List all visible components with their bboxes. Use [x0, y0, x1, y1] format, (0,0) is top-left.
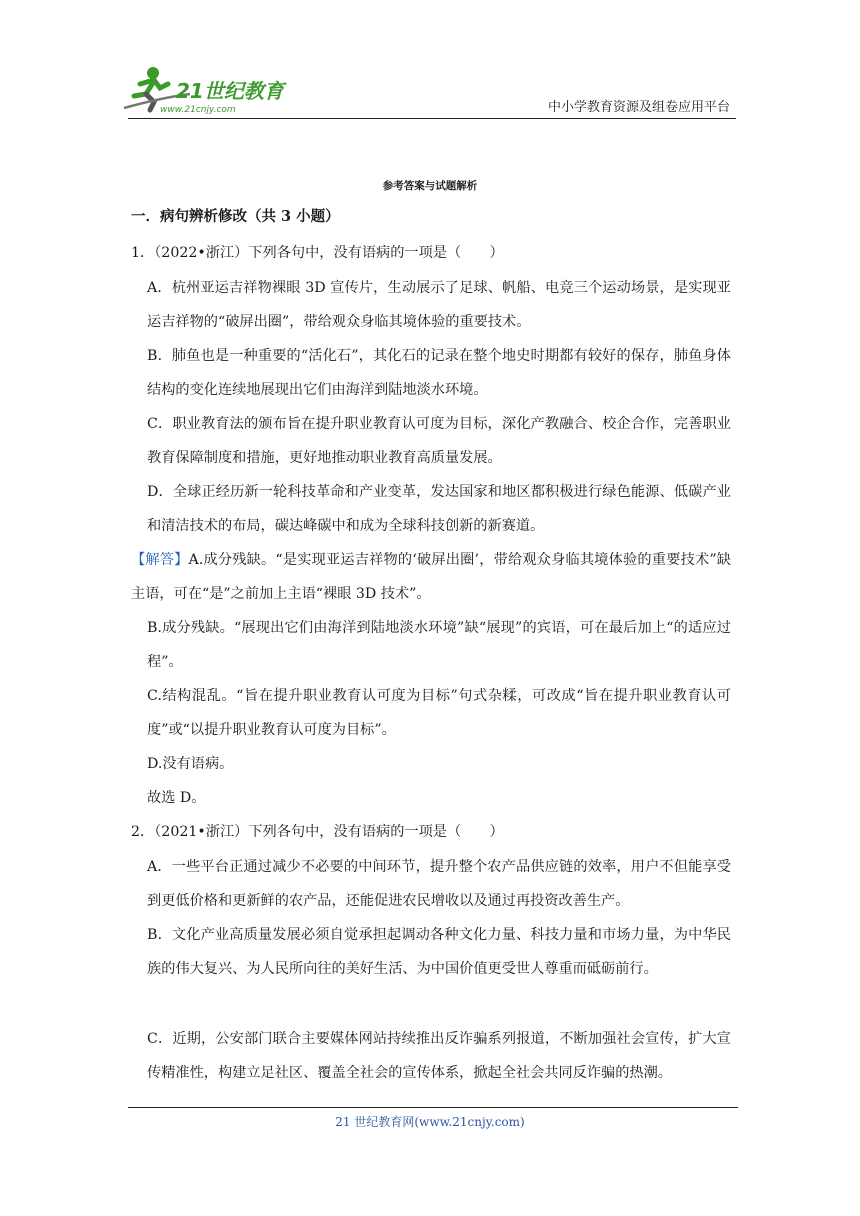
q2-option-a: A．一些平台正通过减少不必要的中间环节，提升整个农产品供应链的效率，用户不但能享受到更低价格和更新鲜的农产品，还能促进农民增收以及通过再投资改善生产。: [147, 859, 731, 909]
logo-url: www.21cnjy.com: [160, 105, 236, 115]
site-logo[interactable]: [120, 64, 290, 116]
q1-answer-a-block: [131, 543, 731, 611]
footer-link[interactable]: 21 世纪教育网(www.21cnjy.com): [335, 1115, 525, 1129]
q1-stem: 1．（2022•浙江）下列各句中，没有语病的一项是（ ）: [131, 245, 504, 261]
q1-answer-c: C.结构混乱。“旨在提升职业教育认可度为目标”句式杂糅，可改成“旨在提升职业教育认可度”或“以提升职业教育认可度为目标”。: [147, 688, 731, 738]
header-divider: [128, 118, 736, 119]
q1-answer-b: B.成分残缺。“展现出它们由海洋到陆地淡水环境”缺“展现”的宾语，可在最后加上“的适应过程”。: [147, 620, 731, 670]
q1-answer-d: D.没有语病。: [147, 756, 234, 772]
q1-option-a: A．杭州亚运吉祥物裸眼 3D 宣传片，生动展示了足球、帆船、电竞三个运动场景，是实现亚运吉祥物的“破屏出圈”，带给观众身临其境体验的重要技术。: [147, 280, 731, 330]
q2-option-b: B．文化产业高质量发展必须自觉承担起调动各种文化力量、科技力量和市场力量，为中华民族的伟大复兴、为人民所向往的美好生活、为中国价值更受世人尊重而砥砺前行。: [147, 927, 731, 977]
q1-choose: 故选 D。: [147, 790, 206, 806]
q1-option-b: B．肺鱼也是一种重要的“活化石”，其化石的记录在整个地史时期都有较好的保存，肺鱼身体结构的变化连续地展现出它们由海洋到陆地淡水环境。: [147, 348, 731, 398]
q1-option-d: D．全球正经历新一轮科技革命和产业变革，发达国家和地区都积极进行绿色能源、低碳产业和清洁技术的布局，碳达峰碳中和成为全球科技创新的新赛道。: [147, 484, 731, 534]
section-heading: 一．病句辨析修改（共 3 小题）: [131, 208, 340, 225]
q1-option-c: C．职业教育法的颁布旨在提升职业教育认可度为目标，深化产教融合、校企合作，完善职业教育保障制度和措施，更好地推动职业教育高质量发展。: [147, 416, 731, 466]
runner-logo-icon: [120, 64, 290, 116]
platform-name: 中小学教育资源及组卷应用平台: [547, 100, 730, 115]
q2-stem: 2．（2021•浙江）下列各句中，没有语病的一项是（ ）: [131, 824, 504, 840]
page-title: 参考答案与试题解析: [382, 180, 478, 192]
q2-option-c: C．近期，公安部门联合主要媒体网站持续推出反诈骗系列报道，不断加强社会宣传，扩大宣传精准性，构建立足社区、覆盖全社会的宣传体系，掀起全社会共同反诈骗的热潮。: [147, 1031, 731, 1081]
q1-answer-a: A.成分残缺。“是实现亚运吉祥物的‘破屏出圈’，带给观众身临其境体验的重要技术”缺主语，可在“是”之前加上主语“裸眼 3D 技术”。: [131, 552, 731, 602]
answer-mark: 【解答】: [131, 552, 189, 568]
footer-divider: [128, 1107, 738, 1108]
logo-text: 21世纪教育: [176, 79, 284, 103]
